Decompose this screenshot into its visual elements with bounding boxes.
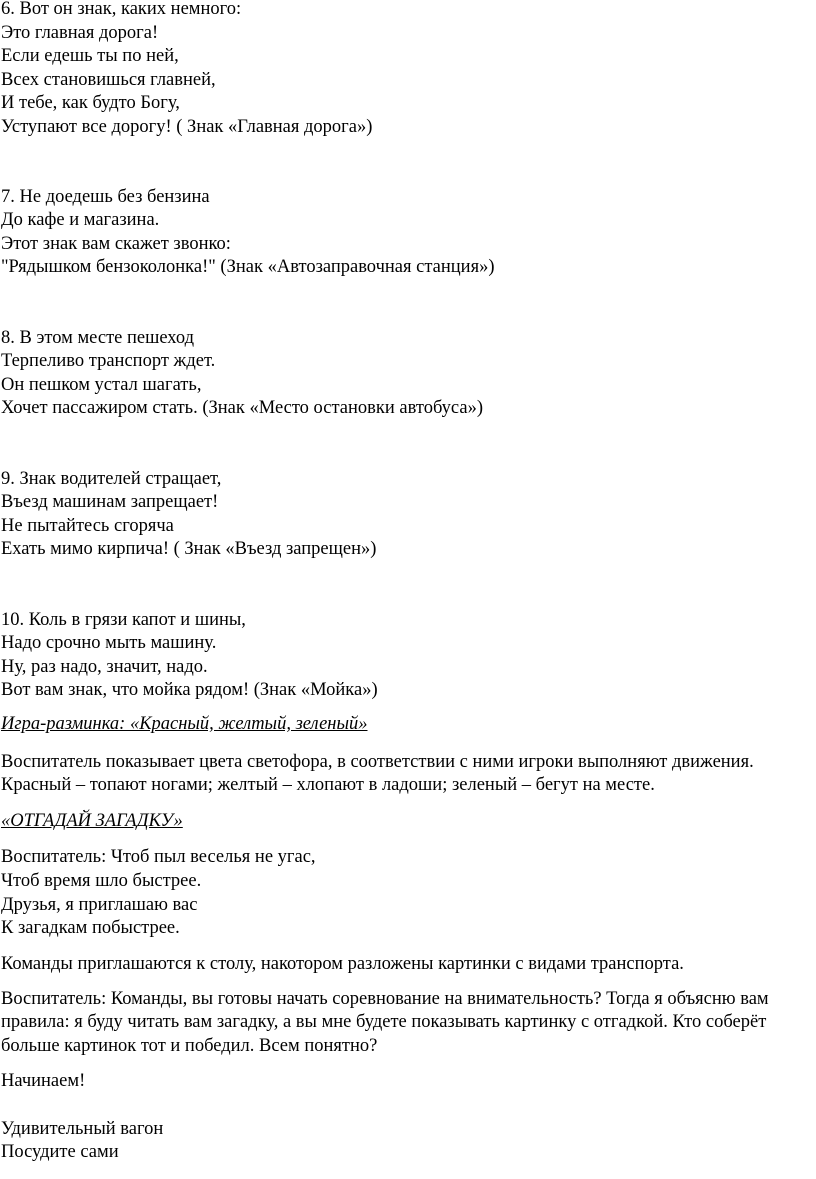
riddle-6-line-1: 6. Вот он знак, каких немного: — [1, 0, 242, 19]
game-heading: Игра-разминка: «Красный, желтый, зеленый» — [1, 714, 368, 734]
riddle-8-line-3: Он пешком устал шагать, — [1, 375, 202, 395]
riddle-8-line-1: 8. В этом месте пешеход — [1, 328, 194, 348]
riddle-7-line-1: 7. Не доедешь без бензина — [1, 187, 210, 207]
riddle-8-line-2: Терпеливо транспорт ждет. — [1, 351, 216, 371]
guess-poem-line-1: Воспитатель: Чтоб пыл веселья не угас, — [1, 847, 316, 867]
rules-line-2: правила: я буду читать вам загадку, а вы мне будете показывать картинку с отгадкой. Кто соберёт — [1, 1012, 767, 1032]
rules-line-3: больше картинок тот и победил. Всем понятно? — [1, 1036, 378, 1056]
riddle-10-line-1: 10. Коль в грязи капот и шины, — [1, 610, 246, 630]
riddle-line-2: Посудите сами — [1, 1142, 119, 1162]
riddle-10-line-4: Вот вам знак, что мойка рядом! (Знак «Мойка») — [1, 680, 378, 700]
riddle-6-line-6: Уступают все дорогу! ( Знак «Главная дорога») — [1, 117, 373, 137]
riddle-6-line-2: Это главная дорога! — [1, 23, 159, 43]
riddle-6-line-5: И тебе, как будто Богу, — [1, 93, 180, 113]
riddle-10-line-3: Ну, раз надо, значит, надо. — [1, 657, 208, 677]
riddle-6-line-3: Если едешь ты по ней, — [1, 46, 179, 66]
riddle-6-line-4: Всех становишься главней, — [1, 70, 216, 90]
riddle-9-line-4: Ехать мимо кирпича! ( Знак «Въезд запрещен») — [1, 539, 377, 559]
guess-poem-line-3: Друзья, я приглашаю вас — [1, 895, 198, 915]
riddle-10-line-2: Надо срочно мыть машину. — [1, 633, 217, 653]
game-paragraph-line-1: Воспитатель показывает цвета светофора, в соответствии с ними игроки выполняют движения. — [1, 752, 754, 772]
riddle-7-line-4: "Рядышком бензоколонка!" (Знак «Автозаправочная станция») — [1, 257, 495, 277]
rules-line-1: Воспитатель: Команды, вы готовы начать соревнование на внимательность? Тогда я объясню вам — [1, 989, 769, 1009]
guess-heading: «ОТГАДАЙ ЗАГАДКУ» — [1, 811, 183, 831]
teams-paragraph: Команды приглашаются к столу, накотором разложены картинки с видами транспорта. — [1, 954, 684, 974]
riddle-9-line-3: Не пытайтесь сгоряча — [1, 516, 174, 536]
riddle-line-1: Удивительный вагон — [1, 1119, 164, 1139]
riddle-9-line-2: Въезд машинам запрещает! — [1, 492, 219, 512]
riddle-8-line-4: Хочет пассажиром стать. (Знак «Место остановки автобуса») — [1, 398, 483, 418]
game-paragraph-line-2: Красный – топают ногами; желтый – хлопают в ладоши; зеленый – бегут на месте. — [1, 775, 655, 795]
riddle-9-line-1: 9. Знак водителей стращает, — [1, 469, 222, 489]
start-text: Начинаем! — [1, 1071, 86, 1091]
riddle-7-line-2: До кафе и магазина. — [1, 210, 160, 230]
guess-poem-line-2: Чтоб время шло быстрее. — [1, 871, 202, 891]
riddle-7-line-3: Этот знак вам скажет звонко: — [1, 234, 231, 254]
guess-poem-line-4: К загадкам побыстрее. — [1, 918, 180, 938]
